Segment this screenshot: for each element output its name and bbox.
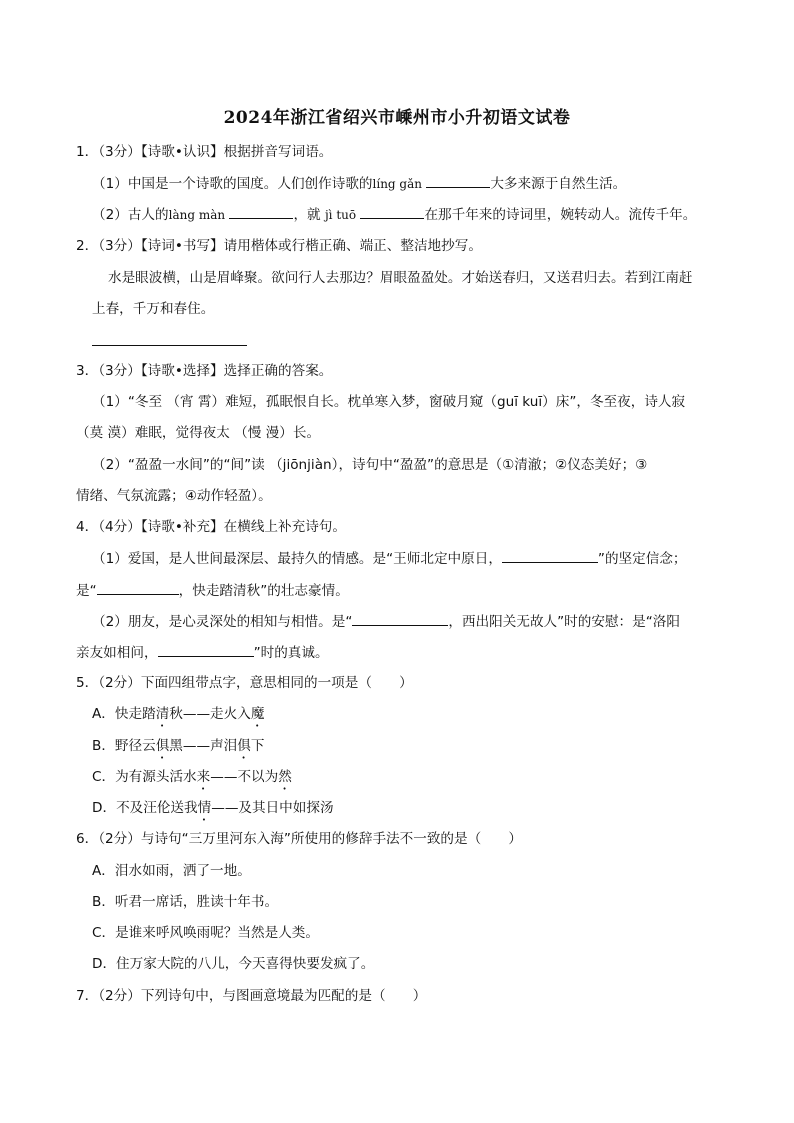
option-text: 黑——声泪 xyxy=(169,738,238,754)
question-6-option-b[interactable]: B．听君一席话，胜读十年书。 xyxy=(92,894,279,910)
question-4-sub-1-line-1 xyxy=(92,548,687,569)
answer-blank[interactable] xyxy=(158,642,254,657)
question-4-sub-2-line-2 xyxy=(76,642,329,663)
question-1-sub-2 xyxy=(92,204,696,225)
dotted-char: 俱 xyxy=(237,738,251,754)
question-2-heading: 2．（3分）【诗词•书写】请用楷体或行楷正确、端正、整洁地抄写。 xyxy=(76,238,482,254)
q1-s1-suffix: 大多来源于自然生活。 xyxy=(490,176,627,192)
q4-s2-prefix: （2）朋友，是心灵深处的相知与相惜。是“ xyxy=(92,614,353,630)
q4-s1-suffix: ”的坚定信念； xyxy=(597,551,687,567)
dotted-char: 来 xyxy=(196,769,211,785)
q4-s2-l2-suffix: ”时的真诚。 xyxy=(253,645,329,661)
question-5-option-a[interactable] xyxy=(92,704,264,730)
option-text: ——及其日中如探汤 xyxy=(211,800,334,816)
question-7-heading: 7．（2分）下列诗句中，与图画意境最为匹配的是（ ） xyxy=(76,988,427,1004)
question-5-option-c[interactable] xyxy=(92,767,292,793)
q1-s2-pinyin-1: làng màn xyxy=(168,208,226,222)
option-label: B． xyxy=(92,738,115,754)
option-label: A． xyxy=(92,706,115,722)
dotted-char: 俱 xyxy=(155,738,170,754)
dotted-char: 清 xyxy=(155,706,170,722)
question-2-poem-line-1: 水是眼波横，山是眉峰聚。欲问行人去那边？眉眼盈盈处。才始送春归，又送君归去。若到江南赶 xyxy=(108,270,693,286)
answer-blank[interactable] xyxy=(229,204,293,219)
answer-blank[interactable] xyxy=(352,611,448,626)
question-6-heading: 6．（2分）与诗句“三万里河东入海”所使用的修辞手法不一致的是（ ） xyxy=(76,831,522,847)
option-label: C． xyxy=(92,769,116,785)
answer-blank[interactable] xyxy=(360,204,424,219)
copy-answer-line[interactable] xyxy=(92,345,247,346)
q4-s2-suffix: ，西出阳关无故人”时的安慰：是“洛阳 xyxy=(448,614,680,630)
answer-blank[interactable] xyxy=(426,173,490,188)
option-text: 下 xyxy=(250,738,265,754)
question-3-sub-2-line-1: （2）“盈盈一水间”的“间”读 （jiōnjiàn），诗句中“盈盈”的意思是（①清澈；②仪态美好；③ xyxy=(92,457,648,473)
q1-s1-pinyin: líng gǎn xyxy=(372,177,422,191)
q4-s2-l2-prefix: 亲友如相问， xyxy=(76,645,158,661)
option-label: D． xyxy=(92,800,117,816)
dotted-char: 情 xyxy=(197,800,212,816)
option-text: ——不以为 xyxy=(210,769,279,785)
question-6-option-d[interactable]: D．住万家大院的八儿，今天喜得快要发疯了。 xyxy=(92,956,375,972)
question-6-option-a[interactable]: A．泪水如雨，洒了一地。 xyxy=(92,863,251,879)
question-3-sub-2-line-2: 情绪、气氛流露；④动作轻盈）。 xyxy=(76,488,272,504)
question-4-sub-2-line-1 xyxy=(92,611,680,632)
question-5-option-b[interactable] xyxy=(92,736,264,762)
answer-blank[interactable] xyxy=(502,548,598,563)
question-6-option-c[interactable]: C．是谁来呼风唤雨呢？当然是人类。 xyxy=(92,925,319,941)
q1-s2-suffix: 在那千年来的诗词里，婉转动人。流传千年。 xyxy=(424,207,697,223)
answer-blank[interactable] xyxy=(97,580,179,595)
option-text: 野径云 xyxy=(114,738,156,754)
question-3-sub-1-line-1: （1）“冬至 （宵 霄）难短，孤眠恨自长。枕单寒入梦，窗破月窥（guī kuī）床”，冬至夜，诗人寂 xyxy=(92,394,686,410)
option-text: 快走踏 xyxy=(114,706,156,722)
dotted-char: 然 xyxy=(278,769,292,785)
q1-s2-middle: ，就 xyxy=(293,207,321,223)
question-2-poem-line-2: 上春，千万和春住。 xyxy=(92,301,215,317)
page-title: 2024年浙江省绍兴市嵊州市小升初语文试卷 xyxy=(223,108,571,128)
q1-s1-prefix: （1）中国是一个诗歌的国度。人们创作诗歌的 xyxy=(92,176,373,192)
q4-s1-l2-prefix: 是“ xyxy=(76,583,97,599)
question-3-heading: 3．（3分）【诗歌•选择】选择正确的答案。 xyxy=(76,363,333,379)
q4-s1-l2-suffix: ，快走踏清秋”的壮志豪情。 xyxy=(178,583,349,599)
option-text: 秋——走火入 xyxy=(169,706,251,722)
q4-s1-prefix: （1）爱国，是人世间最深层、最持久的情感。是“王师北定中原日， xyxy=(92,551,502,567)
question-5-option-d[interactable] xyxy=(92,798,334,824)
q1-s2-pinyin-2: jì tuō xyxy=(324,208,357,222)
question-4-heading: 4．（4分）【诗歌•补充】在横线上补充诗句。 xyxy=(76,519,346,535)
question-1-sub-1 xyxy=(92,173,626,194)
option-text: 不及汪伦送我 xyxy=(116,800,198,816)
question-5-heading: 5．（2分）下面四组带点字，意思相同的一项是（ ） xyxy=(76,675,413,691)
dotted-char: 魔 xyxy=(250,706,265,722)
option-text: 为有源头活水 xyxy=(115,769,197,785)
question-1-heading: 1．（3分）【诗歌•认识】根据拼音写词语。 xyxy=(76,144,333,160)
q1-s2-prefix: （2）古人的 xyxy=(92,207,169,223)
question-4-sub-1-line-2 xyxy=(76,580,349,601)
question-3-sub-1-line-2: （莫 漠）难眠，觉得夜太 （慢 漫）长。 xyxy=(76,425,321,441)
